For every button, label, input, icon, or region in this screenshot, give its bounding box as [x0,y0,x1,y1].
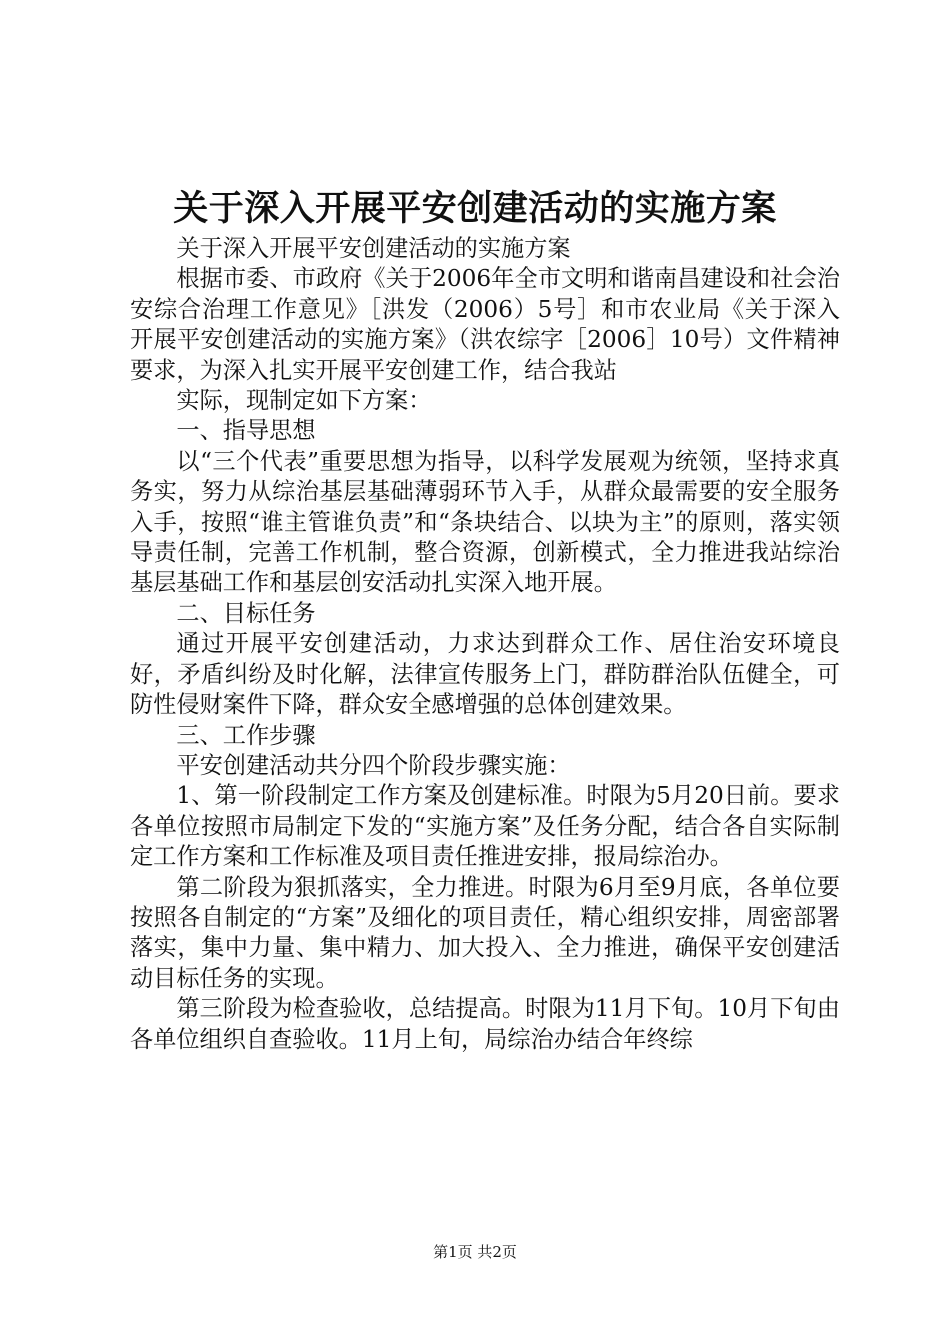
paragraph-step-2: 第二阶段为狠抓落实，全力推进。时限为6月至9月底，各单位要按照各自制定的“方案”及细化的项目责任，精心组织安排，周密部署落实，集中力量、集中精力、加大投入、全力推进，确保平安创建活动目标任务的实现。 [130,873,840,992]
paragraph-guiding-ideology: 以“三个代表”重要思想为指导，以科学发展观为统领，坚持求真务实，努力从综治基层基础薄弱环节入手，从群众最需要的安全服务入手，按照“谁主管谁负责”和“条块结合、以块为主”的原则，落实领导责任制，完善工作机制，整合资源，创新模式，全力推进我站综治基层基础工作和基层创安活动扎实深入地开展。 [130,447,840,597]
section-heading-guiding-ideology: 一、指导思想 [176,417,316,445]
page-number-footer: 第1页 共2页 [433,1243,517,1261]
paragraph-step-1: 1、第一阶段制定工作方案及创建标准。时限为5月20日前。要求各单位按照市局制定下发的“实施方案”及任务分配，结合各自实际制定工作方案和工作标准及项目责任推进安排，报局综治办。 [130,782,840,871]
section-heading-work-steps: 三、工作步骤 [176,721,316,749]
document-title: 关于深入开展平安创建活动的实施方案 [173,188,777,229]
paragraph-steps-intro: 平安创建活动共分四个阶段步骤实施： [176,751,571,779]
paragraph-subtitle: 关于深入开展平安创建活动的实施方案 [176,235,571,262]
paragraph-basis-cont: 实际，现制定如下方案： [176,387,432,415]
section-heading-goals: 二、目标任务 [176,599,316,627]
paragraph-goals: 通过开展平安创建活动，力求达到群众工作、居住治安环境良好，矛盾纠纷及时化解，法律宣传服务上门，群防群治队伍健全，可防性侵财案件下降，群众安全感增强的总体创建效果。 [130,630,840,719]
paragraph-basis: 根据市委、市政府《关于2006年全市文明和谐南昌建设和社会治安综合治理工作意见》［洪发（2006）5号］和市农业局《关于深入开展平安创建活动的实施方案》（洪农综字［2006］10号）文件精神要求，为深入扎实开展平安创建工作，结合我站 [130,265,840,384]
paragraph-step-3: 第三阶段为检查验收，总结提高。时限为11月下旬。10月下旬由各单位组织自查验收。11月上旬，局综治办结合年终综 [130,995,840,1053]
document-body [130,234,840,1055]
